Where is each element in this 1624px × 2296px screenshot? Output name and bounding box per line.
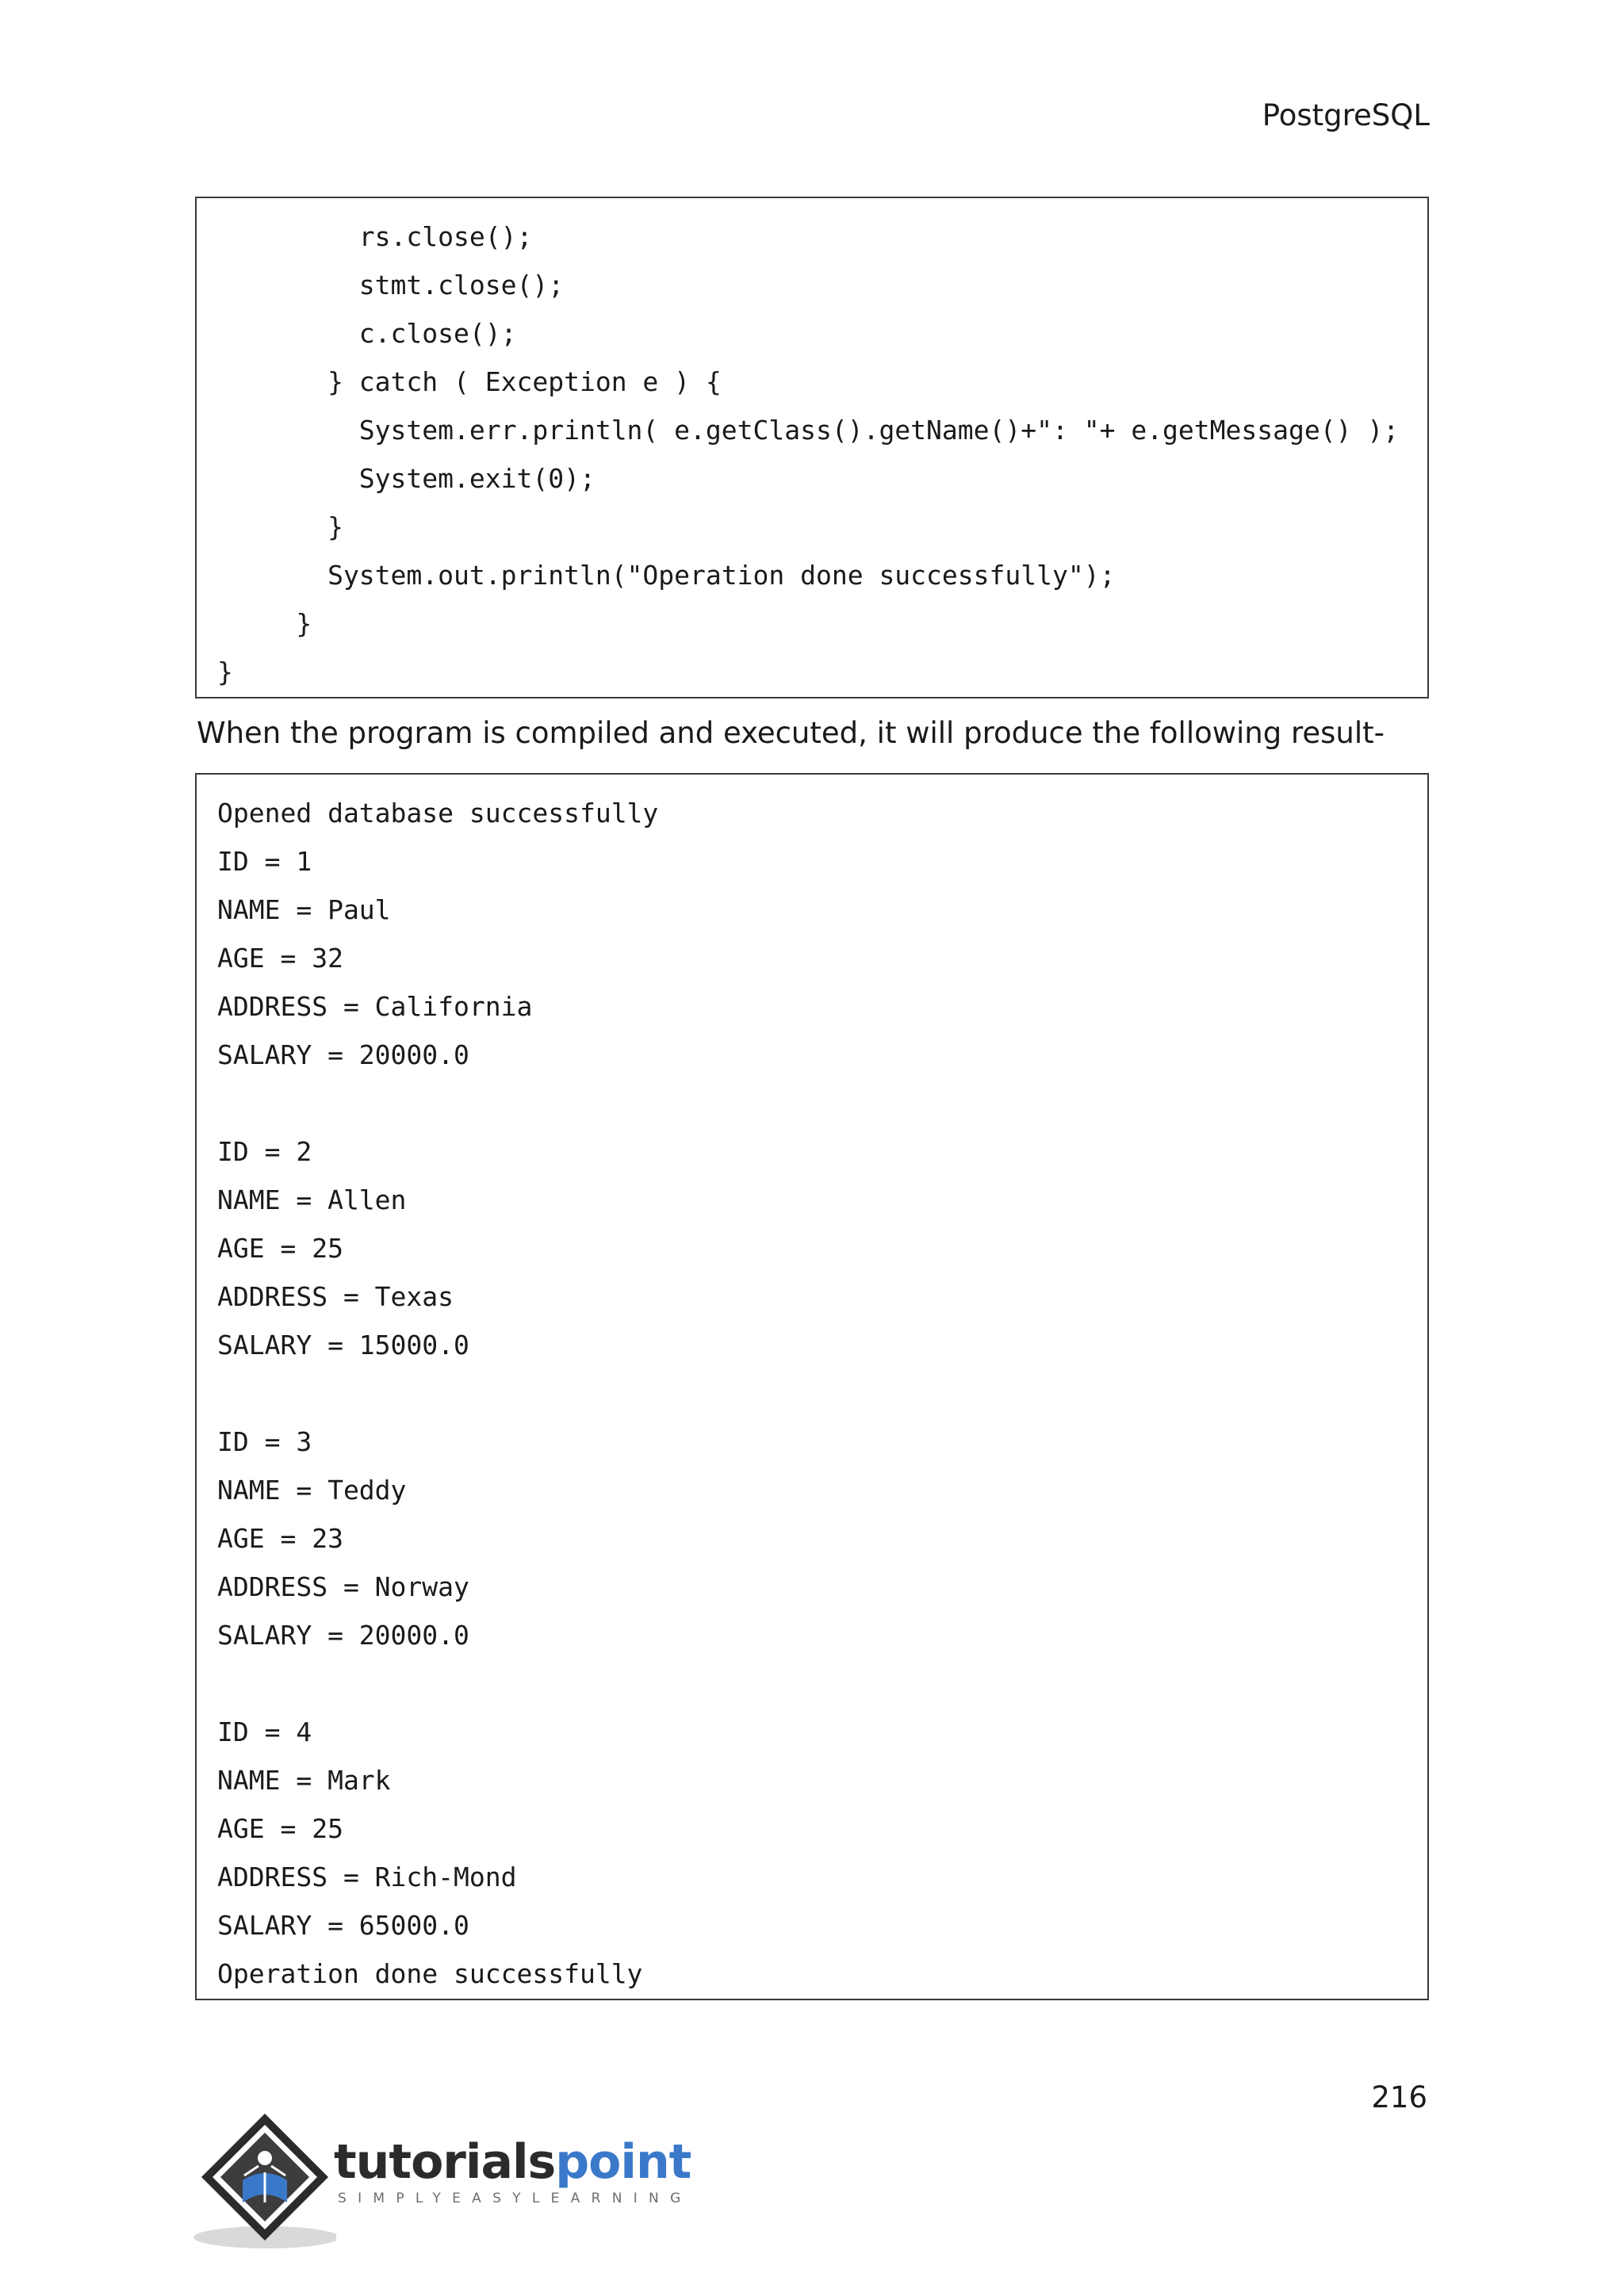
code-line: stmt.close(); [217, 270, 565, 300]
output-line: SALARY = 15000.0 [217, 1330, 469, 1360]
code-line: c.close(); [217, 318, 517, 349]
page-number: 216 [1371, 2080, 1427, 2114]
tutorialspoint-logo [193, 2109, 692, 2252]
logo-diamond-icon [193, 2109, 336, 2252]
output-line: NAME = Paul [217, 894, 391, 925]
code-block-java [195, 197, 1429, 698]
output-line: ADDRESS = California [217, 991, 533, 1022]
code-line: } [217, 608, 312, 639]
output-line: NAME = Teddy [217, 1475, 407, 1506]
output-line: ADDRESS = Rich-Mond [217, 1862, 517, 1892]
code-line: } catch ( Exception e ) { [217, 366, 722, 397]
code-line: System.out.println("Operation done successfully"); [217, 560, 1116, 591]
output-line: AGE = 25 [217, 1813, 343, 1844]
output-line [197, 1659, 1427, 1708]
output-line: NAME = Allen [217, 1184, 407, 1215]
code-line: System.err.println( e.getClass().getName()+": "+ e.getMessage() ); [217, 415, 1400, 446]
output-line: AGE = 32 [217, 943, 343, 974]
output-line: ID = 2 [217, 1136, 312, 1167]
output-line: ID = 4 [217, 1716, 312, 1747]
output-line: AGE = 23 [217, 1523, 343, 1554]
output-line [197, 1369, 1427, 1418]
output-line: Opened database successfully [217, 798, 659, 828]
logo-tagline: SIMPLYEASYLEARNING [338, 2191, 692, 2206]
output-line: SALARY = 20000.0 [217, 1620, 469, 1651]
output-line: NAME = Mark [217, 1765, 391, 1796]
code-line: System.exit(0); [217, 463, 596, 494]
logo-word-tutorials: tutorials [334, 2134, 556, 2190]
logo-word-point: point [555, 2134, 691, 2190]
output-line: ADDRESS = Texas [217, 1281, 454, 1312]
output-line: Operation done successfully [217, 1958, 643, 1989]
output-line [197, 1079, 1427, 1127]
code-line: } [217, 656, 233, 687]
output-line: ADDRESS = Norway [217, 1571, 469, 1602]
logo-wordmark [334, 2134, 691, 2190]
code-line: rs.close(); [217, 221, 533, 252]
body-paragraph: When the program is compiled and executed, it will produce the following result- [197, 716, 1385, 750]
page-header-title: PostgreSQL [1262, 98, 1430, 132]
code-block-output [195, 773, 1429, 2000]
output-line: ID = 3 [217, 1426, 312, 1457]
output-line: ID = 1 [217, 846, 312, 877]
output-line: SALARY = 65000.0 [217, 1910, 469, 1941]
code-line: } [217, 511, 343, 542]
output-line: AGE = 25 [217, 1233, 343, 1264]
output-line: SALARY = 20000.0 [217, 1039, 469, 1070]
